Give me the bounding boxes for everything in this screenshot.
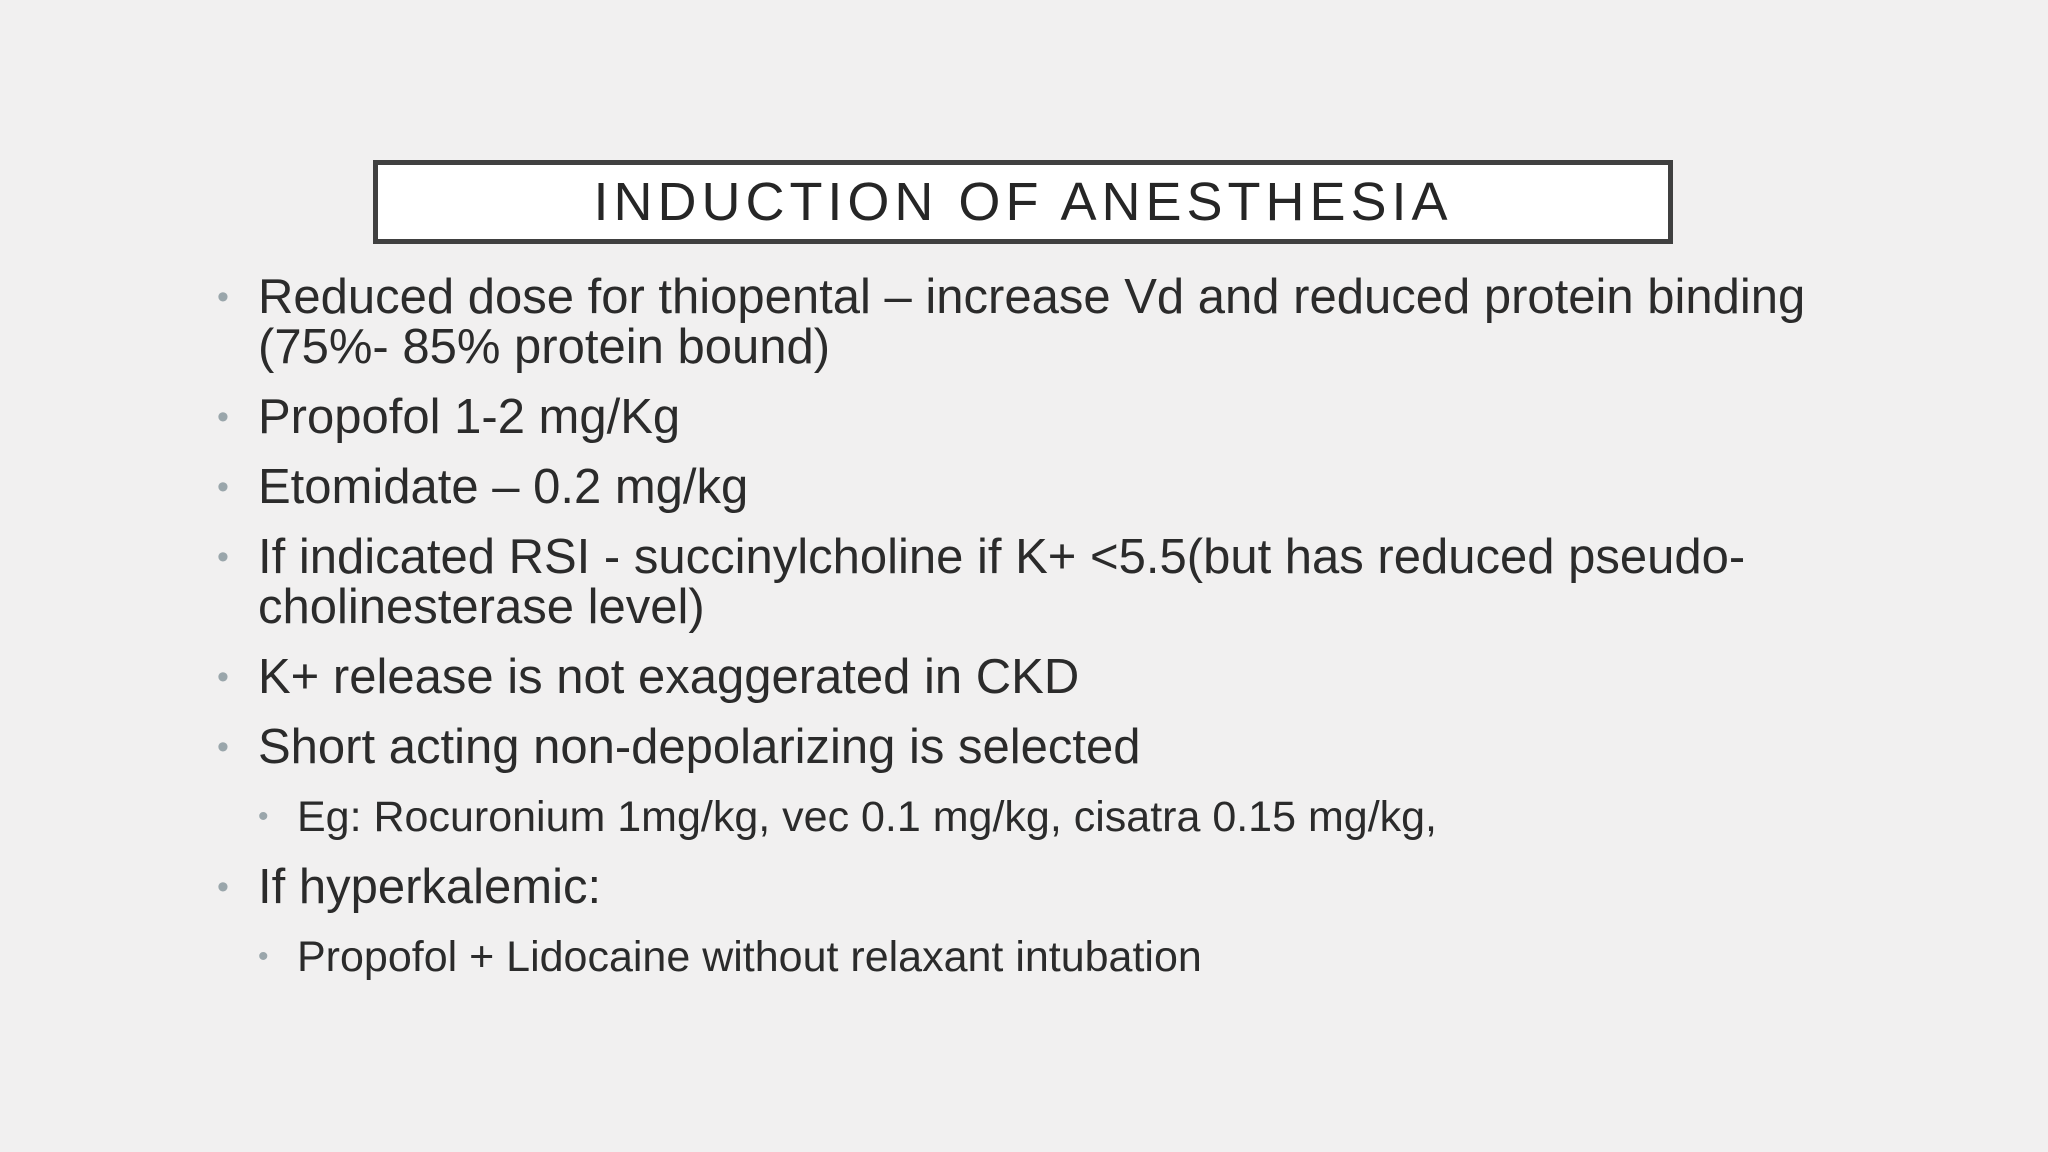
title-box [373,160,1673,244]
bullet-dot-icon: • [217,398,229,436]
list-item [217,532,1897,632]
sub-list-item [258,792,1897,842]
slide-title: INDUCTION OF ANESTHESIA [593,172,1453,232]
bullet-dot-icon: • [217,538,229,576]
bullet-dot-icon: • [217,468,229,506]
list-item-text: If indicated RSI - succinylcholine if K+ <5.5(but has reduced pseudo-cholinesterase level) [258,530,1746,634]
list-item-text: Short acting non-depolarizing is selected [258,720,1141,774]
list-item-text: Propofol 1-2 mg/Kg [258,390,681,444]
list-item [217,862,1897,912]
bullet-dot-icon: • [217,728,229,766]
list-item [217,392,1897,442]
list-item [217,272,1897,372]
list-item-text: Eg: Rocuronium 1mg/kg, vec 0.1 mg/kg, cisatra 0.15 mg/kg, [297,793,1438,841]
bullet-list [217,272,1897,1002]
bullet-dot-icon: • [217,868,229,906]
list-item [217,652,1897,702]
list-item-text: If hyperkalemic: [258,860,602,914]
bullet-dot-icon: • [258,940,269,973]
list-item [217,722,1897,772]
list-item-text: Reduced dose for thiopental – increase Vd and reduced protein binding (75%- 85% protein bound) [258,270,1806,374]
bullet-dot-icon: • [258,800,269,833]
bullet-dot-icon: • [217,278,229,316]
list-item-text: Propofol + Lidocaine without relaxant intubation [297,933,1202,981]
list-item-text: K+ release is not exaggerated in CKD [258,650,1080,704]
list-item [217,462,1897,512]
bullet-dot-icon: • [217,658,229,696]
list-item-text: Etomidate – 0.2 mg/kg [258,460,749,514]
sub-list-item [258,932,1897,982]
